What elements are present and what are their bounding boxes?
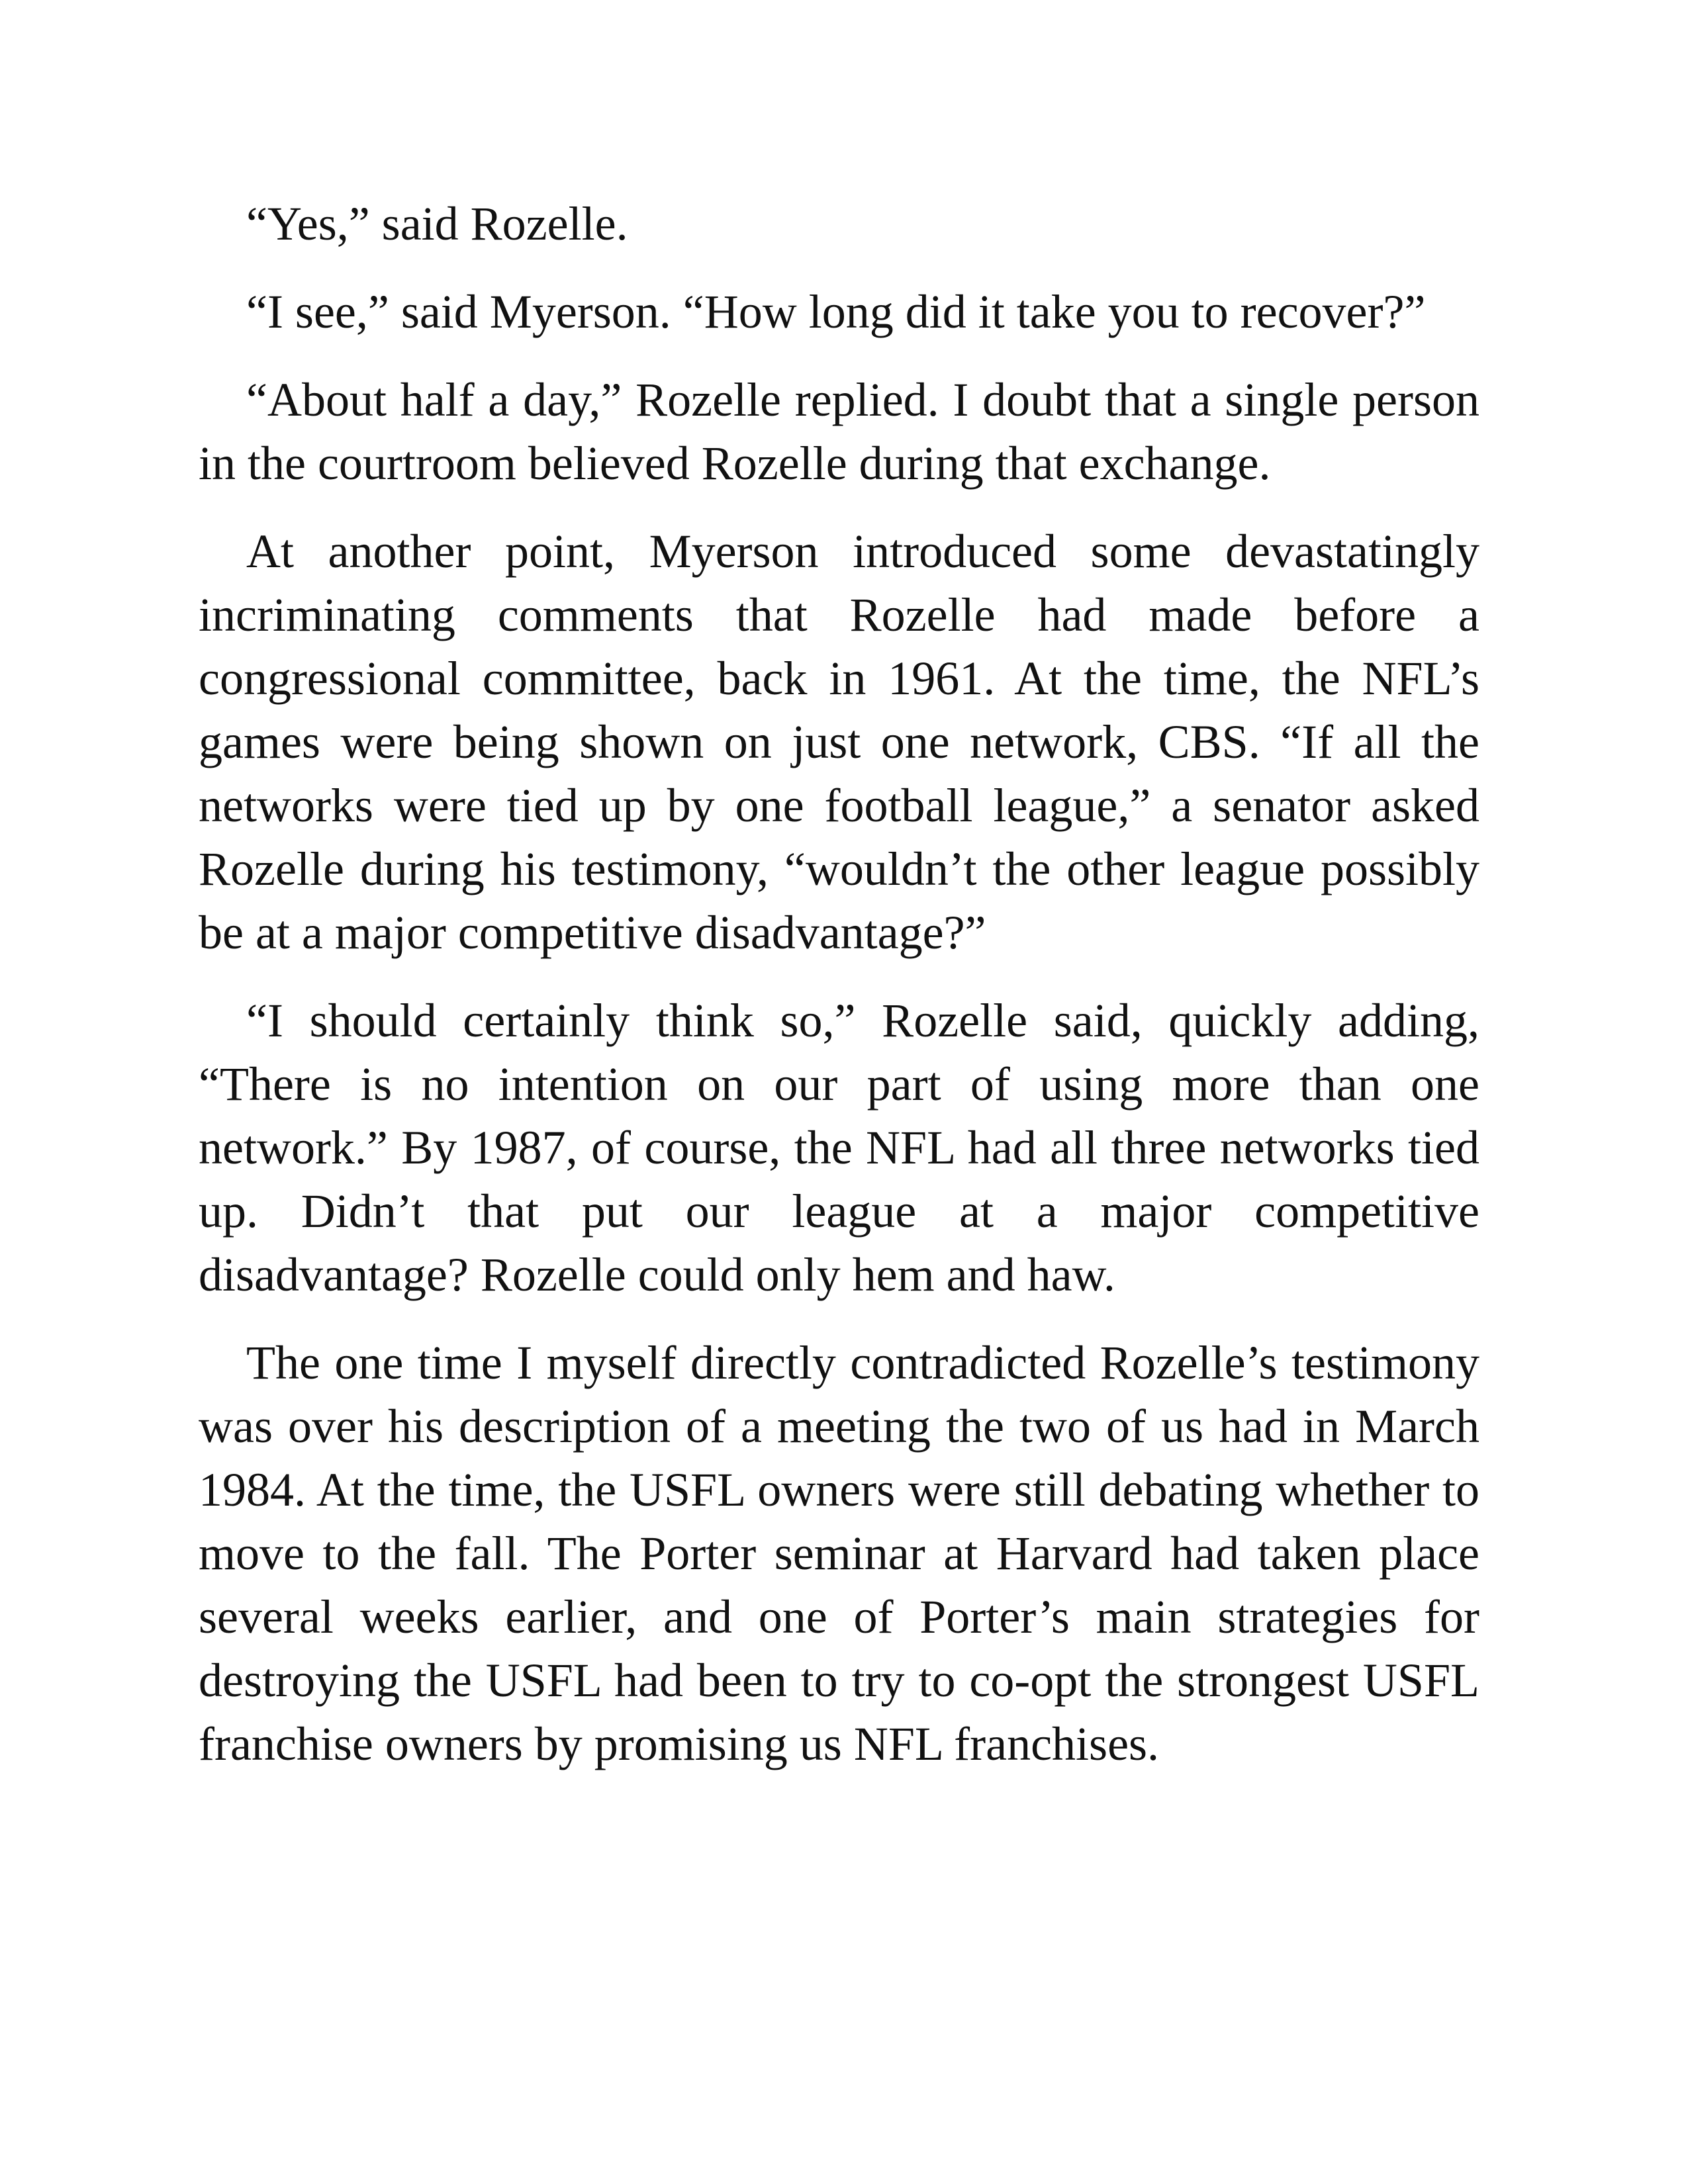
paragraph-2: “I see,” said Myerson. “How long did it take you to recover?” bbox=[246, 285, 1426, 338]
paragraph-3: “About half a day,” Rozelle replied. I doubt that a single person in the courtroom believed Rozelle during that exchange. bbox=[199, 373, 1479, 490]
paragraph-5: “I should certainly think so,” Rozelle said, quickly adding, “There is no intention on our part of using more than one network.” By 1987, of course, the NFL had all three networks tied up. Didn’t that put our league at a major competitive disadvantage? Rozelle could only hem and haw. bbox=[199, 994, 1479, 1301]
paragraph-6: The one time I myself directly contradicted Rozelle’s testimony was over his description of a meeting the two of us had in March 1984. At the time, the USFL owners were still debating whether to move to the fall. The Porter seminar at Harvard had taken place several weeks earlier, and one of Porter’s main strategies for destroying the USFL had been to try to co-opt the strongest USFL franchise owners by promising us NFL franchises. bbox=[199, 1336, 1479, 1770]
paragraph-4: At another point, Myerson introduced some devastatingly incriminating comments that Rozelle had made before a congressional committee, back in 1961. At the time, the NFL’s games were being shown on just one network, CBS. “If all the networks were tied up by one football league,” a senator asked Rozelle during his testimony, “wouldn’t the other league possibly be at a major competitive disadvantage?” bbox=[199, 525, 1479, 959]
paragraph-1: “Yes,” said Rozelle. bbox=[246, 197, 628, 250]
page-body bbox=[199, 192, 1479, 1800]
